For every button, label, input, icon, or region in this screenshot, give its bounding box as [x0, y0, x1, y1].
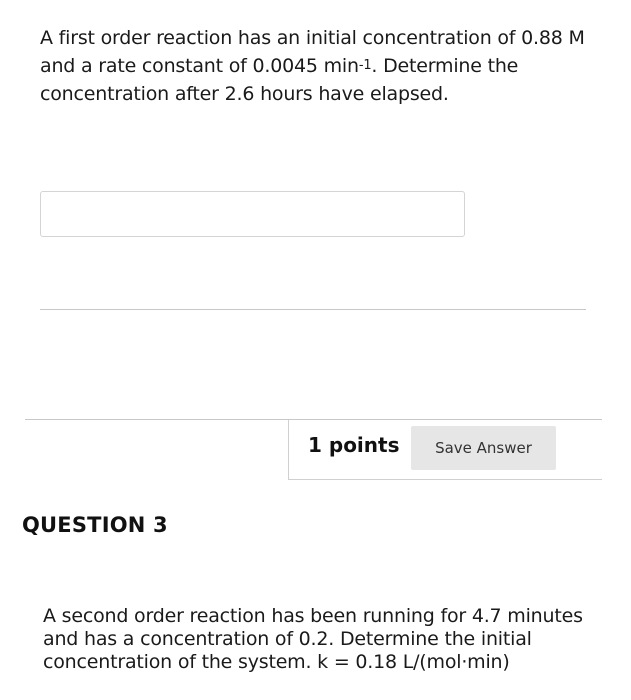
question-2-superscript: -1: [358, 58, 372, 73]
question-2-text: [40, 24, 600, 108]
points-label: 1 points: [308, 433, 400, 457]
divider: [40, 309, 586, 310]
question-3-text: A second order reaction has been running for 4.7 minutes and has a concentration of 0.2. Determine the initial concentration of the system. k = 0.18 L/(mol·min): [43, 605, 583, 673]
answer-input[interactable]: [40, 191, 465, 237]
save-answer-button[interactable]: Save Answer: [411, 426, 556, 470]
question-2-text-tail: . Determine the concentration after 2.6 hours have elapsed.: [40, 55, 519, 105]
question-3-heading: QUESTION 3: [22, 513, 168, 537]
question-2-text-main: A first order reaction has an initial concentration of 0.88 M and a rate constant of 0.0045 min: [40, 27, 585, 77]
points-panel: [288, 420, 602, 480]
